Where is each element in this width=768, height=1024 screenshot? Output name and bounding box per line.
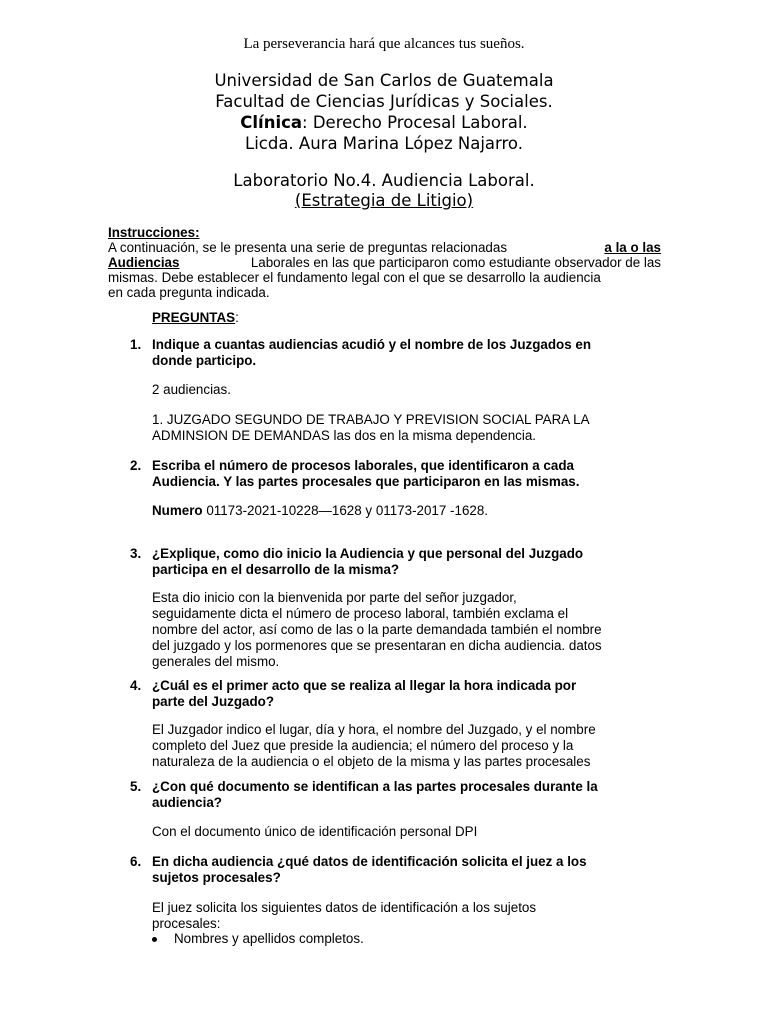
answer-line: ADMINSION DE DEMANDAS las dos en la misma dependencia. [152,428,537,443]
answer-line: completo del Juez que preside la audiencia; el número del proceso y la [152,738,574,753]
answer-line [152,503,662,519]
question-line: Audiencia. Y las partes procesales que participaron en las mismas. [152,474,580,489]
question-number: 4. [130,678,142,693]
question-line: audiencia? [152,795,222,810]
lab-title-block [0,171,768,211]
lab-subtitle: (Estrategia de Litigio) [294,191,474,210]
university-name: Universidad de San Carlos de Guatemala [214,71,554,90]
answer-line: nombre del actor, así como de las o la parte demandada también el nombre [152,622,602,637]
answer-line: del juzgado y los pormenores que se presentaran en dicha audiencia. datos [152,638,602,653]
instructions [108,225,661,300]
answer-line: 2 audiencias. [152,382,231,397]
instructions-line [108,285,661,300]
question-line: donde participo. [152,353,257,368]
question-number: 5. [130,779,142,794]
document-header [0,70,768,154]
lab-title: Laboratorio No.4. Audiencia Laboral. [233,171,535,190]
instructions-text: en cada pregunta indicada. [108,285,270,300]
instructor-name: Licda. Aura Marina López Najarro. [245,134,523,153]
question-line [152,854,662,870]
motto: La perseverancia hará que alcances tus sueños. [243,36,525,52]
instructions-line [108,240,661,255]
answer-3 [152,590,662,670]
question-text [152,337,662,369]
answer-4 [152,722,662,770]
instructions-text: A continuación, se le presenta una serie de preguntas relacionadas [108,240,508,255]
question-line-text: En dicha audiencia ¿qué datos de identificación solicita el juez a los [152,854,587,869]
answer-line: naturaleza de la audiencia o el objeto de la misma y las partes procesales [152,754,591,769]
clinica-label: Clínica [240,113,303,132]
question-text [152,546,662,578]
instructions-line [108,255,661,270]
instructions-text: mismas. Debe establecer el fundamento legal con el que se desarrollo la audiencia [108,270,601,285]
bullet-icon [152,937,157,942]
bullet-text: Nombres y apellidos completos. [174,931,364,946]
question-line: sujetos procesales? [152,870,281,885]
answer-2 [152,503,662,519]
answer-line: El Juzgador indico el lugar, día y hora, el nombre del Juzgado, y el nombre [152,722,596,737]
question-line: ¿Cuál es el primer acto que se realiza al llegar la hora indicada por [152,678,577,693]
instructions-emphasis: Audiencias [108,255,180,270]
question-text [152,678,662,710]
question-line: participa en el desarrollo de la misma? [152,562,400,577]
answer-line: procesales: [152,916,221,931]
instructions-text: Laborales en las que participaron como estudiante observador de las [250,255,661,270]
question-number: 2. [130,458,142,473]
faculty-name: Facultad de Ciencias Jurídicas y Sociales. [215,92,553,111]
answer-1a [152,382,662,398]
answer-6 [152,900,662,932]
instructions-emphasis: a la o las [604,240,661,255]
questions-heading-text: PREGUNTAS [152,310,236,325]
instructions-heading: Instrucciones: [108,225,200,240]
answer-5 [152,824,662,840]
answer-value: 01173-2021-10228—1628 y 01173-2017 -1628. [202,503,489,518]
clinica-course: : Derecho Procesal Laboral. [302,113,528,132]
question-line: ¿Con qué documento se identifican a las partes procesales durante la [152,779,598,794]
question-number: 1. [130,337,142,352]
question-text [152,854,662,886]
clinica-line [0,112,768,133]
question-line: parte del Juzgado? [152,694,275,709]
answer-line: Con el documento único de identificación personal DPI [152,824,478,839]
questions-heading [152,310,239,325]
answer-line: Esta dio inicio con la bienvenida por parte del señor juzgador, [152,590,517,605]
question-number: 3. [130,546,142,561]
question-line: ¿Explique, como dio inicio la Audiencia y que personal del Juzgado [152,546,584,561]
question-line: Indique a cuantas audiencias acudió y el nombre de los Juzgados en [152,337,592,352]
question-text [152,458,662,490]
answer-line: El juez solicita los siguientes datos de identificación a los sujetos [152,900,537,915]
answer-line: 1. JUZGADO SEGUNDO DE TRABAJO Y PREVISION SOCIAL PARA LA [152,412,590,427]
answer-1b [152,412,662,444]
question-line: Escriba el número de procesos laborales, que identificaron a cada [152,458,574,473]
question-number: 6. [130,854,142,869]
answer-label: Numero [152,503,203,518]
questions-heading-colon: : [235,310,239,325]
answer-line: generales del mismo. [152,654,280,669]
instructions-line [108,270,661,285]
question-text [152,779,662,811]
answer-line: seguidamente dicta el número de proceso laboral, también exclama el [152,606,569,621]
